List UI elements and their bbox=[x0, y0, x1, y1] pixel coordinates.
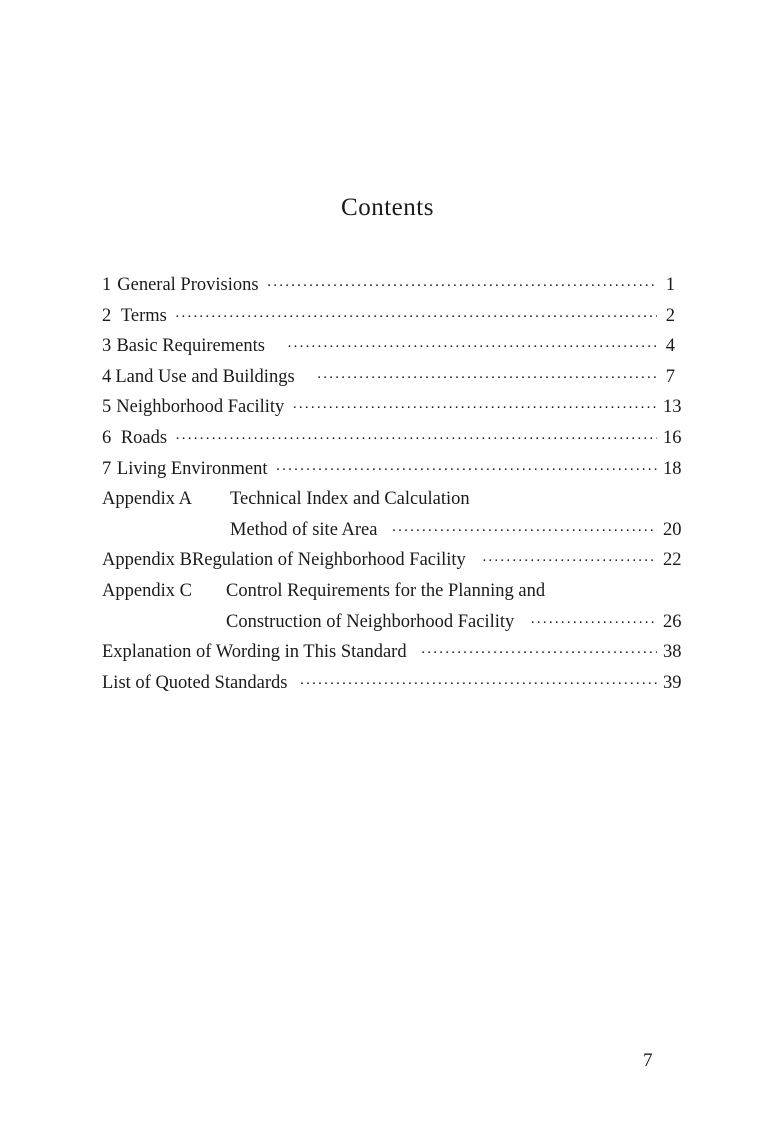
toc-entry-page: 4 bbox=[665, 336, 675, 357]
dot-leader bbox=[317, 363, 657, 394]
table-of-contents bbox=[102, 270, 682, 698]
toc-entry-number: 4 bbox=[102, 366, 112, 387]
dot-leader bbox=[421, 638, 657, 669]
toc-entry-label: Neighborhood Facility bbox=[116, 397, 285, 418]
toc-entry-label: General Provisions bbox=[117, 275, 259, 295]
toc-entry-page: 13 bbox=[663, 397, 682, 418]
dot-leader bbox=[175, 424, 657, 455]
toc-entry-roads[interactable] bbox=[102, 423, 682, 454]
toc-entry-general-provisions[interactable] bbox=[102, 270, 675, 301]
toc-entry-label: Land Use and Buildings bbox=[115, 366, 295, 387]
toc-entry-page: 26 bbox=[663, 611, 682, 632]
toc-entry-appendix-c-continued[interactable] bbox=[102, 607, 682, 638]
toc-entry-label: Explanation of Wording in This Standard bbox=[102, 642, 407, 663]
toc-entry-number: 1 bbox=[102, 275, 112, 295]
dot-leader bbox=[175, 302, 657, 333]
toc-entry-label: Control Requirements for the Planning and bbox=[226, 580, 546, 601]
page-title: Contents bbox=[341, 194, 434, 221]
toc-entry-label: Regulation of Neighborhood Facility bbox=[191, 550, 466, 571]
dot-leader bbox=[391, 516, 657, 547]
dot-leader bbox=[300, 669, 658, 700]
appendix-prefix: Appendix C bbox=[102, 580, 192, 601]
dot-leader bbox=[530, 608, 657, 639]
toc-entry-terms[interactable] bbox=[102, 301, 675, 332]
toc-entry-label: Basic Requirements bbox=[116, 336, 265, 357]
dot-leader bbox=[275, 455, 657, 486]
toc-entry-label: Construction of Neighborhood Facility bbox=[226, 611, 515, 632]
toc-entry-page: 18 bbox=[663, 458, 682, 479]
toc-entry-page: 2 bbox=[665, 305, 675, 326]
toc-entry-appendix-c[interactable] bbox=[102, 576, 675, 607]
toc-entry-basic-requirements[interactable] bbox=[102, 331, 675, 362]
toc-entry-page: 1 bbox=[665, 275, 675, 295]
toc-entry-label: Roads bbox=[120, 427, 168, 448]
toc-entry-number: 5 bbox=[102, 397, 112, 418]
toc-entry-number: 6 bbox=[102, 427, 112, 448]
dot-leader bbox=[482, 546, 657, 577]
toc-entry-page: 22 bbox=[663, 550, 682, 571]
toc-entry-neighborhood-facility[interactable] bbox=[102, 392, 682, 423]
dot-leader bbox=[267, 271, 657, 302]
toc-entry-number: 3 bbox=[102, 336, 112, 357]
toc-entry-land-use[interactable] bbox=[102, 362, 675, 393]
toc-entry-page: 39 bbox=[663, 672, 682, 693]
toc-entry-label: Living Environment bbox=[116, 458, 268, 479]
toc-entry-label: Technical Index and Calculation bbox=[230, 489, 470, 510]
toc-entry-living-environment[interactable] bbox=[102, 454, 682, 485]
toc-entry-page: 38 bbox=[663, 642, 682, 663]
appendix-prefix: Appendix B bbox=[102, 550, 192, 571]
toc-entry-label: List of Quoted Standards bbox=[102, 672, 288, 693]
appendix-prefix: Appendix A bbox=[102, 489, 192, 510]
toc-entry-number: 2 bbox=[102, 305, 112, 326]
page-number: 7 bbox=[643, 1050, 653, 1071]
toc-entry-explanation-of-wording[interactable] bbox=[102, 637, 682, 668]
dot-leader bbox=[287, 332, 657, 363]
toc-entry-appendix-b[interactable] bbox=[102, 545, 682, 576]
toc-entry-label: Terms bbox=[120, 305, 167, 326]
toc-entry-label: Method of site Area bbox=[230, 519, 378, 540]
dot-leader bbox=[292, 393, 657, 424]
toc-entry-page: 7 bbox=[665, 366, 675, 387]
toc-entry-appendix-a[interactable] bbox=[102, 484, 675, 515]
toc-entry-quoted-standards[interactable] bbox=[102, 668, 682, 699]
toc-entry-page: 16 bbox=[663, 427, 682, 448]
toc-entry-appendix-a-continued[interactable] bbox=[102, 515, 682, 546]
toc-entry-page: 20 bbox=[663, 519, 682, 540]
toc-entry-number: 7 bbox=[102, 458, 112, 479]
